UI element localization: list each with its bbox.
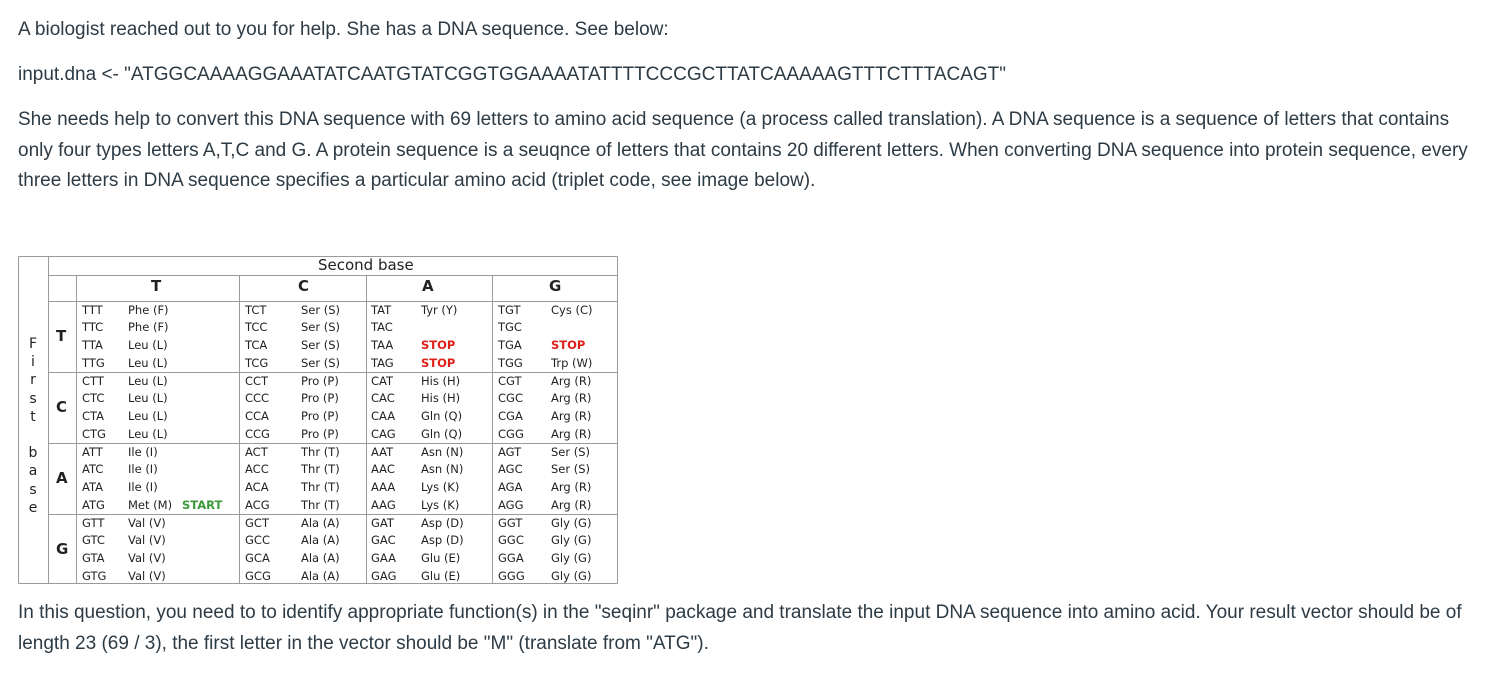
codon-cell: GTT	[82, 515, 105, 530]
codon-cell: CAT	[371, 373, 394, 388]
amino-acid-cell: Leu (L)	[128, 391, 168, 406]
first-base-g: G	[56, 540, 69, 558]
amino-acid-cell: Glu (E)	[421, 568, 461, 583]
second-base-g: G	[549, 277, 562, 295]
codon-cell: ACC	[245, 462, 269, 477]
codon-cell: ATG	[82, 497, 105, 512]
codon-cell: TCA	[245, 338, 268, 353]
first-base-letter: e	[28, 499, 38, 516]
codon-cell: AAG	[371, 497, 396, 512]
codon-cell: CTC	[82, 391, 105, 406]
amino-acid-cell: Phe (F)	[128, 302, 169, 317]
amino-acid-cell: His (H)	[421, 391, 461, 406]
codon-cell: ATT	[82, 444, 103, 459]
codon-cell: ATC	[82, 462, 104, 477]
amino-acid-cell: Gln (Q)	[421, 426, 463, 441]
codon-cell: AAC	[371, 462, 395, 477]
first-base-c: C	[56, 398, 68, 416]
amino-acid-cell: Pro (P)	[301, 409, 339, 424]
amino-acid-cell: Arg (R)	[551, 373, 592, 388]
codon-cell: ACG	[245, 497, 270, 512]
amino-acid-cell: Tyr (Y)	[421, 302, 458, 317]
amino-acid-cell: Thr (T)	[301, 444, 340, 459]
amino-acid-cell: Arg (R)	[551, 480, 592, 495]
codon-cell: CTT	[82, 373, 104, 388]
codon-cell: GAA	[371, 551, 396, 566]
codon-cell: GTA	[82, 551, 105, 566]
codon-cell: TTC	[82, 320, 104, 335]
amino-acid-cell: Gly (G)	[551, 568, 592, 583]
amino-acid-cell: Arg (R)	[551, 409, 592, 424]
codon-cell: GAC	[371, 533, 396, 548]
amino-acid-cell: Ser (S)	[301, 302, 341, 317]
codon-cell: GTC	[82, 533, 105, 548]
amino-acid-cell: Ala (A)	[301, 568, 340, 583]
codon-cell: ATA	[82, 480, 103, 495]
amino-acid-cell: Thr (T)	[301, 462, 340, 477]
stop-codon-label: STOP	[551, 338, 586, 353]
amino-acid-cell: Asn (N)	[421, 444, 464, 459]
amino-acid-cell: Ser (S)	[301, 355, 341, 370]
amino-acid-cell: Gly (G)	[551, 515, 592, 530]
amino-acid-cell: Gly (G)	[551, 551, 592, 566]
amino-acid-cell: Glu (E)	[421, 551, 461, 566]
amino-acid-cell: Leu (L)	[128, 426, 168, 441]
amino-acid-cell: Ala (A)	[301, 515, 340, 530]
codon-cell: GTG	[82, 568, 107, 583]
codon-cell: GGG	[498, 568, 525, 583]
codon-cell: GGC	[498, 533, 524, 548]
codon-cell: ACT	[245, 444, 268, 459]
amino-acid-cell: Leu (L)	[128, 338, 168, 353]
second-base-a: A	[422, 277, 434, 295]
codon-cell: GGT	[498, 515, 523, 530]
codon-cell: TAA	[371, 338, 394, 353]
first-base-letter: s	[29, 481, 37, 498]
codon-cell: CGT	[498, 373, 522, 388]
second-base-c: C	[298, 277, 310, 295]
final-paragraph: In this question, you need to to identify appropriate function(s) in the "seqinr" package and translate the input DNA sequence into amino acid. Your result vector should be of length 23 (69 / 3), the first letter in the vector should be "M" (translate from "ATG").	[18, 602, 1462, 654]
amino-acid-cell: Thr (T)	[301, 497, 340, 512]
amino-acid-cell: Trp (W)	[551, 355, 593, 370]
amino-acid-cell: Gly (G)	[551, 533, 592, 548]
amino-acid-cell: Ile (I)	[128, 480, 158, 495]
codon-cell: AAT	[371, 444, 394, 459]
codon-cell: CGG	[498, 426, 524, 441]
first-base-letter: r	[30, 372, 36, 389]
amino-acid-cell: Ala (A)	[301, 533, 340, 548]
codon-cell: AAA	[371, 480, 396, 495]
amino-acid-cell: Pro (P)	[301, 391, 339, 406]
codon-cell: GCA	[245, 551, 270, 566]
amino-acid-cell: Pro (P)	[301, 426, 339, 441]
codon-cell: CCA	[245, 409, 269, 424]
first-base-letter: i	[31, 354, 35, 371]
amino-acid-cell: Arg (R)	[551, 497, 592, 512]
codon-cell: ACA	[245, 480, 269, 495]
first-base-letter: F	[28, 336, 38, 352]
codon-cell: TAC	[371, 320, 393, 335]
amino-acid-cell: Val (V)	[128, 568, 166, 583]
amino-acid-cell: Leu (L)	[128, 373, 168, 388]
codon-table-image	[18, 256, 618, 584]
codon-cell: GCG	[245, 568, 271, 583]
amino-acid-cell: Ile (I)	[128, 462, 158, 477]
codon-cell: CTG	[82, 426, 106, 441]
amino-acid-cell: Pro (P)	[301, 373, 339, 388]
amino-acid-cell: Ser (S)	[551, 462, 591, 477]
amino-acid-cell: Cys (C)	[551, 302, 593, 317]
second-base-label: Second base	[318, 256, 414, 274]
codon-cell: CAG	[371, 426, 396, 441]
amino-acid-cell: Val (V)	[128, 533, 166, 548]
start-codon-label: START	[182, 497, 223, 512]
amino-acid-cell: Ser (S)	[301, 338, 341, 353]
codon-cell: GCT	[245, 515, 269, 530]
codon-cell: AGT	[498, 444, 522, 459]
codon-cell: AGG	[498, 497, 524, 512]
codon-cell: CAC	[371, 391, 395, 406]
amino-acid-cell: Arg (R)	[551, 426, 592, 441]
first-base-letter: a	[28, 463, 38, 480]
codon-cell: GAT	[371, 515, 394, 530]
codon-cell: CGC	[498, 391, 523, 406]
first-base-a: A	[56, 469, 68, 487]
codon-cell: CAA	[371, 409, 396, 424]
codon-cell: TTA	[82, 338, 103, 353]
amino-acid-cell: Gln (Q)	[421, 409, 463, 424]
amino-acid-cell: Arg (R)	[551, 391, 592, 406]
codon-cell: CCT	[245, 373, 269, 388]
codon-cell: TGA	[498, 338, 522, 353]
intro-paragraph: A biologist reached out to you for help. She has a DNA sequence. See below:	[18, 19, 669, 40]
codon-cell: AGC	[498, 462, 523, 477]
amino-acid-cell: Ala (A)	[301, 551, 340, 566]
amino-acid-cell: Thr (T)	[301, 480, 340, 495]
task-paragraph: She needs help to convert this DNA sequence with 69 letters to amino acid sequence (a process called translation). A DNA sequence is a sequence of letters that contains only four types letters A,T,C and G. A protein sequence is a seuqnce of letters that contains 20 different letters. When converting DNA sequence into protein sequence, every three letters in DNA sequence specifies a particular amino acid (triplet code, see image below).	[18, 109, 1468, 191]
codon-cell: TCC	[245, 320, 268, 335]
amino-acid-cell: Ile (I)	[128, 444, 158, 459]
first-base-letter: b	[28, 445, 38, 462]
first-base-t: T	[56, 327, 67, 345]
amino-acid-cell: Val (V)	[128, 515, 166, 530]
codon-cell: TGT	[498, 302, 521, 317]
amino-acid-cell: Ser (S)	[551, 444, 591, 459]
amino-acid-cell: Met (M)	[128, 497, 173, 512]
codon-cell: CGA	[498, 409, 523, 424]
amino-acid-cell: Ser (S)	[301, 320, 341, 335]
codon-cell: CTA	[82, 409, 105, 424]
codon-cell: TGC	[498, 320, 522, 335]
codon-cell: GGA	[498, 551, 524, 566]
codon-cell: AGA	[498, 480, 523, 495]
amino-acid-cell: Leu (L)	[128, 355, 168, 370]
amino-acid-cell: Lys (K)	[421, 480, 460, 495]
codon-cell: TCT	[245, 302, 267, 317]
codon-cell: TCG	[245, 355, 269, 370]
first-base-letter: t	[30, 408, 36, 425]
amino-acid-cell: His (H)	[421, 373, 461, 388]
amino-acid-cell: Lys (K)	[421, 497, 460, 512]
codon-cell: TGG	[498, 355, 523, 370]
codon-cell: TAT	[371, 302, 392, 317]
amino-acid-cell: Leu (L)	[128, 409, 168, 424]
codon-cell: CCG	[245, 426, 270, 441]
codon-cell: GAG	[371, 568, 397, 583]
amino-acid-cell: Asp (D)	[421, 533, 464, 548]
codon-cell: TAG	[371, 355, 394, 370]
stop-codon-label: STOP	[421, 338, 456, 353]
codon-cell: TTG	[82, 355, 105, 370]
codon-cell: GCC	[245, 533, 270, 548]
dna-code-line: input.dna <- "ATGGCAAAAGGAAATATCAATGTATCGGTGGAAAATATTTTCCCGCTTATCAAAAAGTTTCTTTACAGT"	[18, 64, 1007, 85]
codon-cell: CCC	[245, 391, 270, 406]
first-base-letter: s	[29, 390, 37, 407]
amino-acid-cell: Asp (D)	[421, 515, 464, 530]
second-base-t: T	[151, 277, 162, 295]
stop-codon-label: STOP	[421, 355, 456, 370]
amino-acid-cell: Asn (N)	[421, 462, 464, 477]
codon-cell: TTT	[82, 302, 103, 317]
amino-acid-cell: Val (V)	[128, 551, 166, 566]
amino-acid-cell: Phe (F)	[128, 320, 169, 335]
